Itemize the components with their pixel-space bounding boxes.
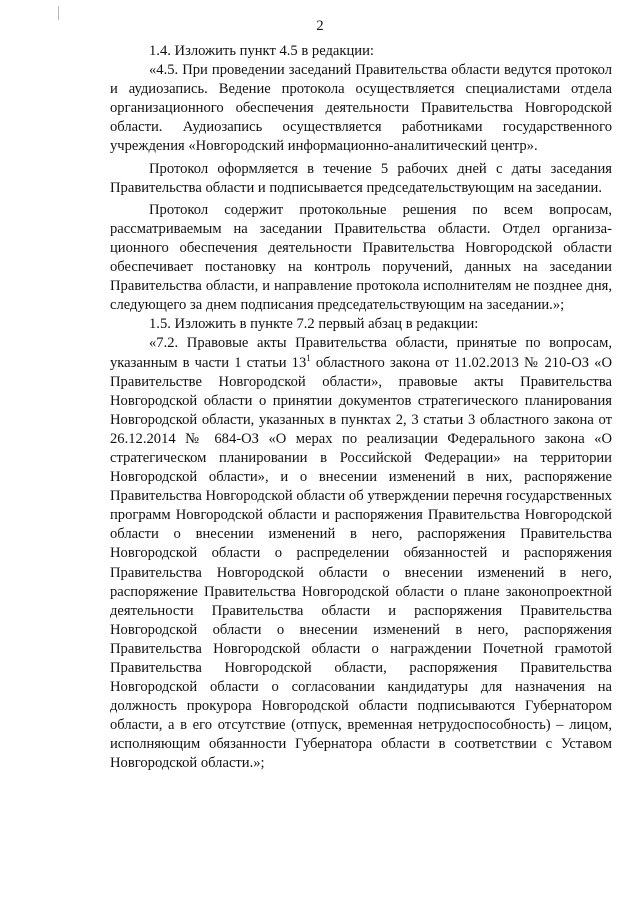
paragraph-protocol-deadline: Протокол оформляется в течение 5 рабочих дней с даты заседания Правительства области и подписывается председательствующим на заседании. (110, 160, 612, 196)
paragraph-7-2-text-rest: областного закона от 11.02.2013 № 210-ОЗ «О Правительстве Новгородской области», правовые акты Правительства Новгородской области о принятии документов стратегического планирования Новгородской области, указанных в пунктах 2, 3 статьи 3 областного закона от 26.12.2014 № 684-ОЗ «О мерах по реализации Федерального закона «О стратегическом планировании в Российской Федерации» на территории Новгородской области», и о внесении изменений в них, распоряжение Правительства Новгородской области об утверждении перечня государственных программ Новгородской области и распоряжения Правительства Новгородской области о внесении изменений в него, распоряжения Правительства Новгородской области о распределении обязанностей и распоряжения Правительства Новгородской области о внесении изменений в него, распоряжение Правительства Новгородской области о плане законопроектной деятельности Правительства области и распоряжения Правительства Новгородской области о внесении изменений в него, распоряжения Правительства Новгородской области о награждении Почетной грамотой Правительства Новгородской области, распоряжения Правительства Новгородской области о согласовании кандидатуры для назначения на должность прокурора Новгородской области подписываются Губернатором области, а в его отсутствие (отпуск, временная нетрудоспособность) – лицом, исполняющим обязанности Губернатора области в соответствии с Уставом Новгородской области.»; (110, 354, 613, 772)
paragraph-7-2-quote (110, 334, 612, 773)
paragraph-7-2-text-start: «7.2. Правовые акты Правительства области, принятые по вопросам, указанным в части 1 статьи 13 (110, 335, 612, 371)
page-number: 2 (316, 18, 324, 34)
paragraph-protocol-content: Протокол содержит протокольные решения по всем вопросам, рассматриваемым на заседании Правительства области. Отдел организационного обеспечения деятельности Правительства Новгородской области обеспечивает постановку на контроль поручений, данных на заседании Правительства области, и направление протокола исполнителям не позднее дня, следующего за днем подписания председательствующим на заседании.»; (110, 201, 612, 314)
article-superscript: 1 (306, 352, 311, 363)
paragraph-1-4: 1.4. Изложить пункт 4.5 в редакции: (149, 43, 374, 59)
paragraph-1-5: 1.5. Изложить в пункте 7.2 первый абзац в редакции: (149, 316, 479, 333)
paragraph-4-5-quote: «4.5. При проведении заседаний Правительства области ведутся протокол и аудиозапись. Ведение протокола осуществляется специалистами отдела организационного обеспечения деятельности Правительства Новгородской области. Аудиозапись осуществляется работниками государственного учреждения «Новгородский информационно-аналитический центр». (110, 62, 612, 155)
document-body (110, 42, 612, 774)
